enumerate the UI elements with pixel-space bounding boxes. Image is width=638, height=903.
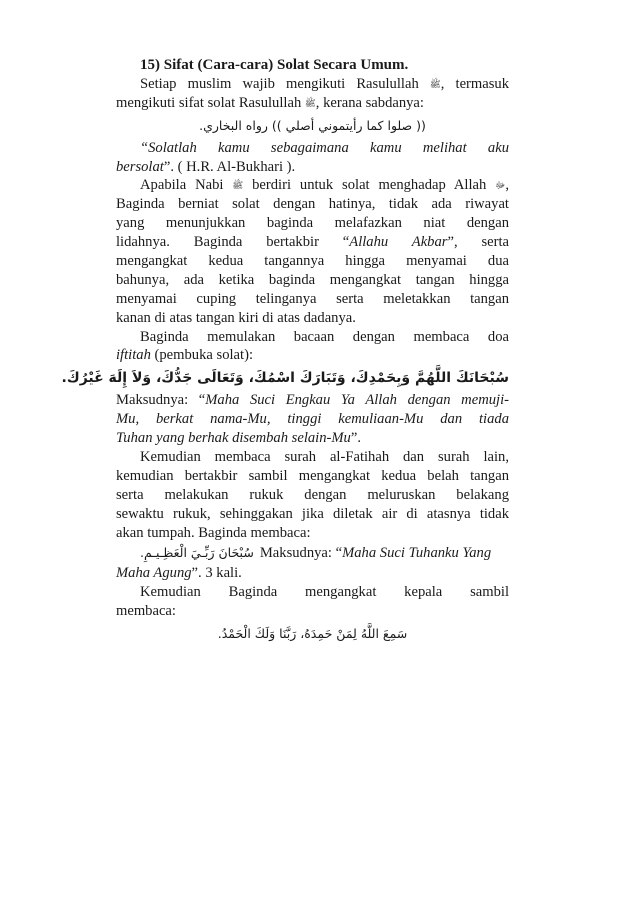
para2-line2: Baginda berniat solat dengan hatinya, tidak ada riwayat [116,196,509,213]
para5-line2: membaca: [116,603,176,620]
para5-line1: Kemudian Baginda mengangkat kepala sambil [140,584,509,601]
swt-symbol: ﷻ [495,181,506,192]
iftitah-arabic: سُبْحَانَكَ اللَّهُمَّ وَبِحَمْدِكَ، وَتَبَارَكَ اسْمُكَ، وَتَعَالَى جَدُّكَ، وَلاَ إِلَهَ غَيْرُكَ. [61,370,509,387]
para4-line3: serta melakukan rukuk dengan meluruskan belakang [116,486,509,503]
para3-line2: iftitah (pembuka solat): [116,347,254,364]
hadith-arabic: (( صلوا كما رأيتموني أصلي )) رواه البخاري. [199,117,426,133]
para2-line4: lidahnya. Baginda bertakbir “Allahu Akbar”, serta [116,234,510,251]
para2-line3: yang menunjukkan baginda melafazkan niat dengan [116,215,509,232]
para2-line1: Apabila Nabi ﷺ berdiri untuk solat menghadap Allah ﷻ, [140,177,509,194]
para4-line4: sewaktu rukuk, sehinggakan jika diletak air di atasnya tidak [116,505,509,522]
meaning1-line2: Mu, berkat nama-Mu, tinggi kemuliaan-Mu dan tiada [116,411,509,428]
meaning1-line1: Maksudnya: “Maha Suci Engkau Ya Allah dengan memuji- [116,392,509,409]
section-title: 15) Sifat (Cara-cara) Solat Secara Umum. [140,57,409,73]
saw-symbol: ﷺ [429,79,441,90]
para3-line1: Baginda memulakan bacaan dengan membaca doa [140,328,509,345]
para4-line2: kemudian bertakbir sambil mengangkat kedua belah tangan [116,467,509,484]
saw-symbol: ﷺ [232,181,244,192]
para4-line1: Kemudian membaca surah al-Fatihah dan surah lain, [140,449,509,466]
para2-line8: kanan di atas tangan kiri di atas dadanya. [116,309,356,326]
para2-line5: mengangkat kedua tangannya hingga menyamai dua [116,253,509,270]
para2-line6: bahunya, ada ketika baginda mengangkat tangan hingga [116,271,509,288]
para2-line7: menyamai cuping telinganya serta meletakkan tangan [116,290,509,307]
hadith-translation-line1: “Solatlah kamu sebagaimana kamu melihat aku [140,139,509,156]
hadith-translation-line2: bersolat”. ( H.R. Al-Bukhari ). [116,158,296,175]
para4-line5: akan tumpah. Baginda membaca: [116,524,311,541]
ruku-line: سُبْحَانَ رَبِّـيَ الْعَظِـيـمِ. Maksudnya: “ Maha Suci Tuhanku Yang [116,542,509,564]
para1-line2: mengikuti sifat solat Rasulullah ﷺ, kerana sabdanya: [116,94,424,111]
saw-symbol: ﷺ [304,98,316,109]
ruku-arabic: سُبْحَانَ رَبِّـيَ الْعَظِـيـمِ. [140,545,254,561]
document-page [61,56,510,647]
meaning1-line3: Tuhan yang berhak disembah selain-Mu”. [116,430,361,447]
meaning2-line2: Maha Agung”. 3 kali. [116,565,242,582]
para1-line1: Setiap muslim wajib mengikuti Rasulullah ﷺ, termasuk [140,75,510,92]
itidal-arabic: سَمِعَ اللَّهُ لِمَنْ حَمِدَهُ، رَبَّنَا وَلَكَ الْحَمْدُ. [217,626,408,642]
